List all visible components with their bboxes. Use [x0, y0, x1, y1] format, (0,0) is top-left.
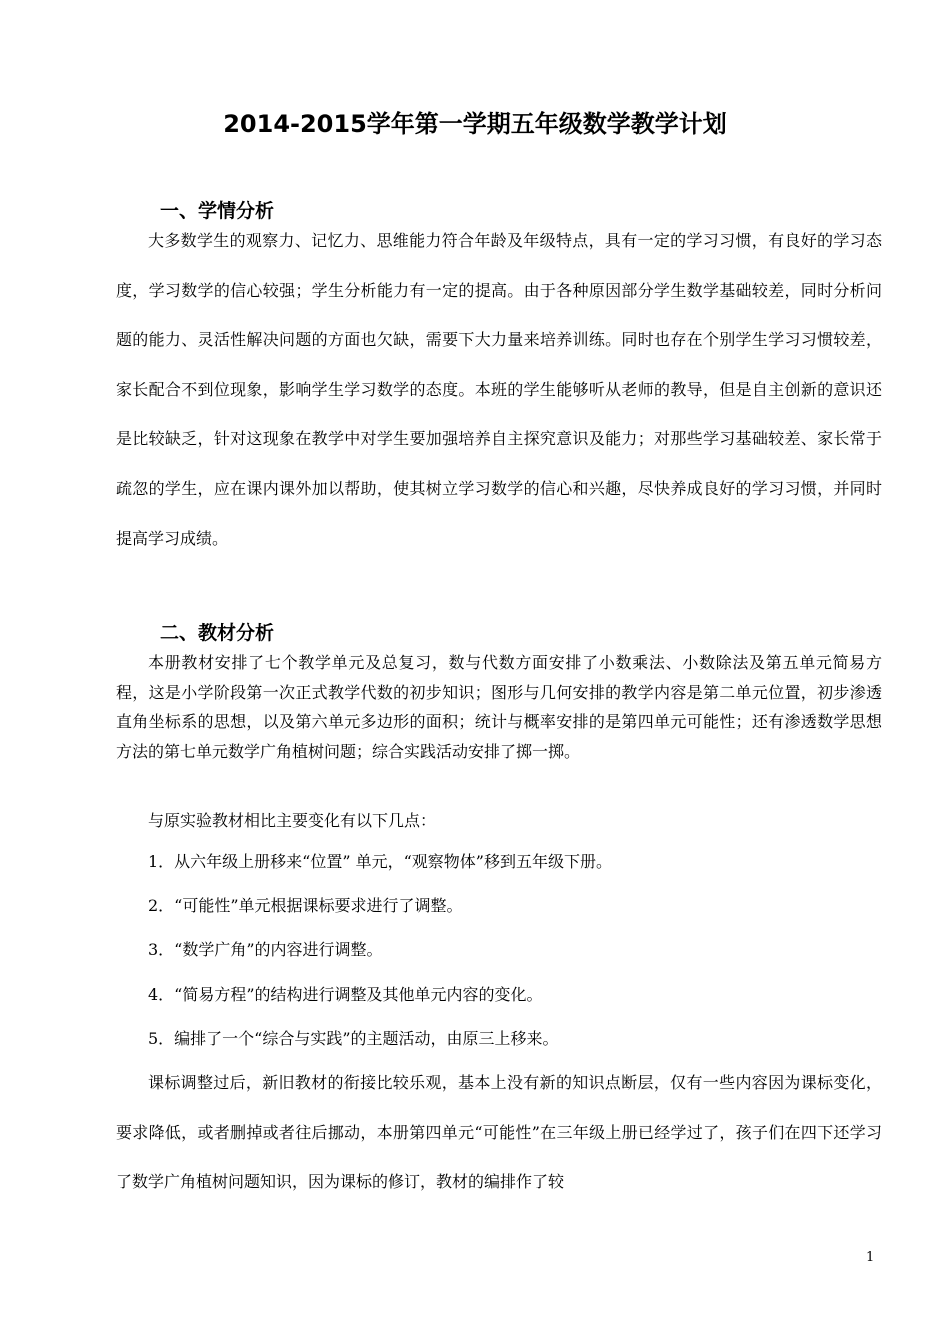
document-title: 2014-2015学年第一学期五年级数学教学计划: [223, 110, 727, 138]
change-list-item: 5．编排了一个“综合与实践”的主题活动，由原三上移来。: [148, 1029, 559, 1048]
curriculum-adjustment-paragraph: 课标调整过后，新旧教材的衔接比较乐观，基本上没有新的知识点断层，仅有一些内容因为课标变化，要求降低，或者删掉或者往后挪动，本册第四单元“可能性”在三年级上册已经学过了，孩子们在四下还学习了数学广角植树问题知识，因为课标的修订，教材的编排作了较: [116, 1073, 882, 1192]
section-heading-textbook-analysis: 二、教材分析: [160, 622, 275, 644]
page-number: 1: [866, 1250, 875, 1265]
change-list-item: 1．从六年级上册移来“位置” 单元，“观察物体”移到五年级下册。: [148, 852, 612, 871]
change-list-item: 3．“数学广角”的内容进行调整。: [148, 940, 383, 959]
textbook-analysis-paragraph: 本册教材安排了七个教学单元及总复习，数与代数方面安排了小数乘法、小数除法及第五单元简易方程，这是小学阶段第一次正式教学代数的初步知识；图形与几何安排的教学内容是第二单元位置，初步渗透直角坐标系的思想，以及第六单元多边形的面积；统计与概率安排的是第四单元可能性；还有渗透数学思想方法的第七单元数学广角植树问题；综合实践活动安排了掷一掷。: [116, 653, 882, 761]
learning-analysis-paragraph: 大多数学生的观察力、记忆力、思维能力符合年龄及年级特点，具有一定的学习习惯，有良好的学习态度，学习数学的信心较强；学生分析能力有一定的提高。由于各种原因部分学生数学基础较差，同时分析问题的能力、灵活性解决问题的方面也欠缺，需要下大力量来培养训练。同时也存在个别学生学习习惯较差，家长配合不到位现象，影响学生学习数学的态度。本班的学生能够听从老师的教导，但是自主创新的意识还是比较缺乏，针对这现象在教学中对学生要加强培养自主探究意识及能力；对那些学习基础较差、家长常于疏忽的学生，应在课内课外加以帮助，使其树立学习数学的信心和兴趣，尽快养成良好的学习习惯，并同时提高学习成绩。: [116, 231, 882, 548]
changes-intro-paragraph: 与原实验教材相比主要变化有以下几点：: [148, 811, 437, 830]
change-list-item: 4．“简易方程”的结构进行调整及其他单元内容的变化。: [148, 985, 543, 1004]
change-list-item: 2．“可能性”单元根据课标要求进行了调整。: [148, 896, 463, 915]
section-heading-learning-analysis: 一、学情分析: [160, 200, 275, 222]
